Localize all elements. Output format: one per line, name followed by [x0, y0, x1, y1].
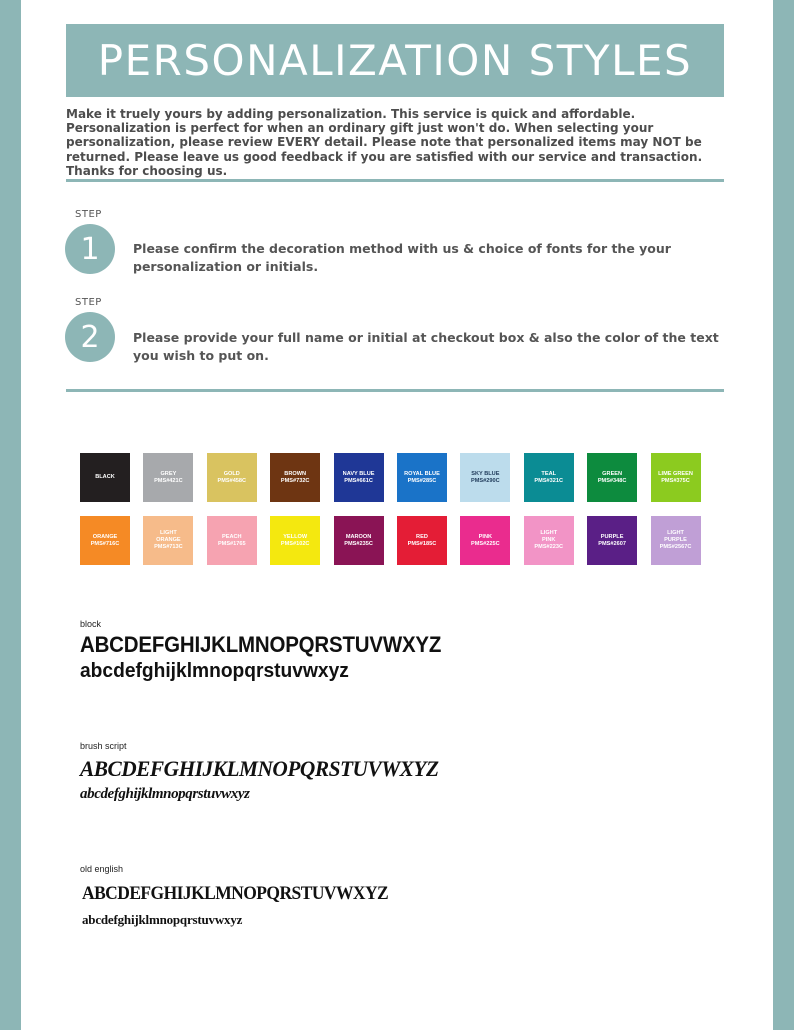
- color-swatch-grid: [80, 453, 710, 565]
- color-swatch: [460, 516, 510, 565]
- color-swatch: [524, 453, 574, 502]
- swatch-label-line: SKY BLUE: [471, 470, 500, 477]
- swatch-label-line: PMS#458C: [217, 477, 247, 484]
- swatch-label-line: PINK: [478, 533, 493, 540]
- swatch-label-line: ROYAL BLUE: [404, 470, 440, 477]
- swatch-label-line: PMS#1765: [217, 540, 246, 547]
- swatch-label-line: PEACH: [221, 533, 242, 540]
- old-english-font-lowercase-sample: abcdefghijklmnopqrstuvwxyz: [82, 912, 243, 927]
- color-swatch: [460, 453, 510, 502]
- color-swatch: [207, 453, 257, 502]
- swatch-label-line: PMS#321C: [534, 477, 564, 484]
- swatch-label-line: PMS#285C: [407, 477, 437, 484]
- step-2-label: STEP: [75, 297, 102, 308]
- title-banner: [66, 24, 724, 97]
- right-border-bar: [773, 0, 794, 1030]
- swatch-label-line: LIGHT: [160, 530, 177, 536]
- swatch-label-line: YELLOW: [283, 533, 308, 540]
- color-swatch: [80, 453, 130, 502]
- font-label-block: block: [80, 619, 102, 629]
- swatch-label-line: PMS#421C: [154, 477, 183, 484]
- color-swatch: [207, 516, 257, 565]
- swatch-label-line: LIME GREEN: [658, 470, 693, 477]
- swatch-label-line: PMS#661C: [344, 477, 373, 484]
- swatch-label-line: PMS#348C: [597, 477, 627, 484]
- color-swatch: [143, 453, 193, 502]
- swatch-label-line: PMS#235C: [344, 540, 373, 547]
- brush-font-uppercase-sample: ABCDEFGHIJKLMNOPQRSTUVWXYZ: [80, 756, 439, 781]
- swatch-label-line: RED: [416, 533, 428, 540]
- swatch-label-line: PMS#223C: [534, 544, 564, 550]
- swatch-label-line: TEAL: [541, 470, 557, 477]
- swatch-label-line: PMS#2607: [598, 540, 626, 547]
- step-2-number-badge: 2: [65, 312, 115, 362]
- swatch-label-line: ORANGE: [156, 537, 181, 543]
- swatch-label-line: PMS#290C: [471, 477, 500, 484]
- color-swatch: [334, 516, 384, 565]
- step-1-label: STEP: [75, 209, 102, 220]
- swatch-label-line: LIGHT: [667, 530, 684, 536]
- font-label-brush-script: brush script: [80, 741, 127, 751]
- color-swatch: [651, 516, 701, 565]
- swatch-label-line: ORANGE: [92, 533, 118, 540]
- swatch-label-line: PMS#716C: [90, 540, 120, 547]
- intro-paragraph: Make it truely yours by adding personalization. This service is quick and affordable. Personalization is perfect for when an ordinary gift just won't do. When selecting your personalization, please review EVERY detail. Please note that personalized items may NOT be returned. Please leave us good feedback if you are satisfied with our service and transaction. Thanks for choosing us.: [66, 107, 703, 178]
- color-swatch: [143, 516, 193, 565]
- swatch-label-line: PMS#225C: [471, 540, 500, 547]
- swatch-label-line: PINK: [542, 537, 556, 543]
- color-swatch: [270, 453, 320, 502]
- color-swatch: [397, 516, 447, 565]
- divider-top: [66, 179, 724, 182]
- block-font-uppercase-sample: ABCDEFGHIJKLMNOPQRSTUVWXYZ: [80, 632, 442, 657]
- step-1-number-badge: 1: [65, 224, 115, 274]
- swatch-label-line: PURPLE: [664, 537, 687, 543]
- font-label-old-english: old english: [80, 864, 124, 874]
- color-swatch: [334, 453, 384, 502]
- swatch-label-line: GREY: [160, 470, 177, 477]
- swatch-label-line: GREEN: [602, 470, 623, 477]
- page-title: PERSONALIZATION STYLES: [97, 36, 693, 85]
- swatch-label-line: BROWN: [284, 470, 307, 477]
- swatch-label-line: MAROON: [345, 533, 372, 540]
- swatch-label-line: PMS#185C: [407, 540, 437, 547]
- swatch-label-line: BLACK: [95, 474, 115, 480]
- color-swatch: [524, 516, 574, 565]
- step-1-text: Please confirm the decoration method with us & choice of fonts for the your personalization or initials.: [133, 241, 671, 274]
- color-swatch: [651, 453, 701, 502]
- swatch-label-line: PMS#375C: [661, 477, 690, 484]
- block-font-lowercase-sample: abcdefghijklmnopqrstuvwxyz: [80, 660, 349, 682]
- swatch-label-line: PMS#102C: [280, 540, 310, 547]
- left-border-bar: [0, 0, 21, 1030]
- step-2-text: Please provide your full name or initial at checkout box & also the color of the text you wish to put on.: [133, 330, 719, 363]
- divider-bottom: [66, 389, 724, 392]
- swatch-label-line: GOLD: [223, 470, 240, 477]
- color-swatch: [80, 516, 130, 565]
- color-swatch: [587, 453, 637, 502]
- swatch-label-line: PMS#732C: [280, 477, 310, 484]
- color-swatch: [270, 516, 320, 565]
- old-english-font-uppercase-sample: ABCDEFGHIJKLMNOPQRSTUVWXYZ: [82, 883, 389, 904]
- color-swatch: [397, 453, 447, 502]
- swatch-label-line: PURPLE: [600, 533, 624, 540]
- swatch-label-line: PMS#713C: [154, 544, 183, 550]
- swatch-label-line: PMS#2567C: [659, 544, 692, 550]
- color-swatch: [587, 516, 637, 565]
- swatch-label-line: NAVY BLUE: [342, 470, 375, 477]
- swatch-label-line: LIGHT: [540, 530, 558, 536]
- brush-font-lowercase-sample: abcdefghijklmnopqrstuvwxyz: [80, 786, 250, 802]
